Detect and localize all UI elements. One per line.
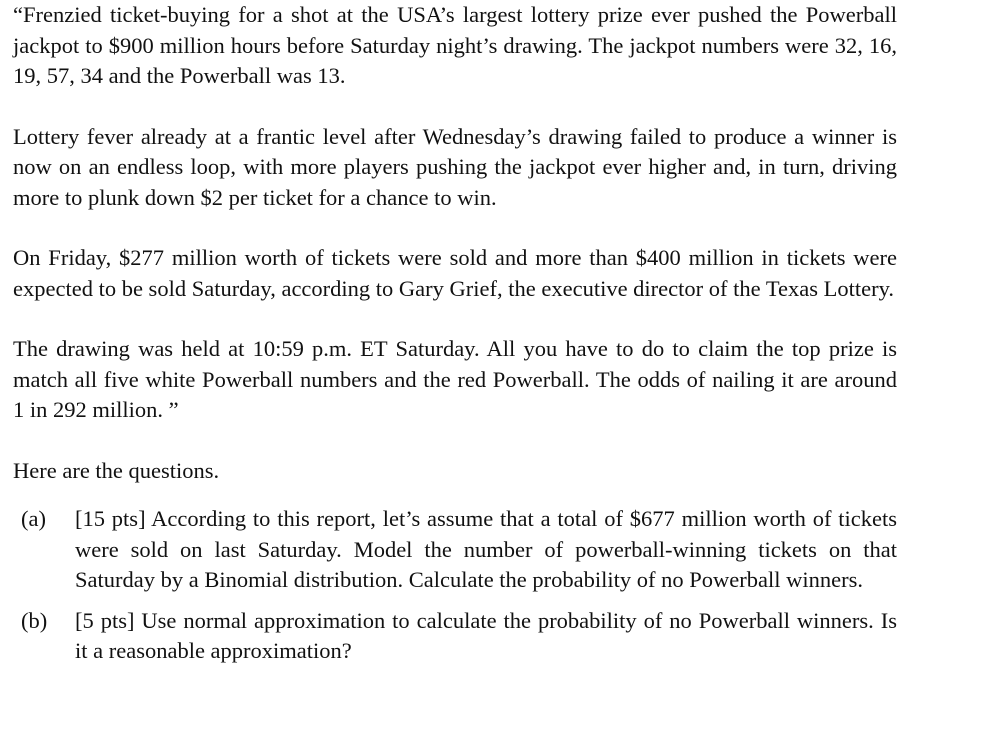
document [13,0,897,677]
question-text: [5 pts] Use normal approximation to calculate the probability of no Powerball winners. Is it a reasonable approximation? [75,607,897,663]
quote-paragraph-2: Lottery fever already at a frantic level after Wednesday’s drawing failed to produce a winner is now on an endless loop, with more players pushing the jackpot ever higher and, in turn, driving more to plunk down $2 per ticket for a chance to win. [13,123,897,210]
question-label: (b) [21,607,48,633]
question-b [13,606,897,667]
quote-paragraph-4: The drawing was held at 10:59 p.m. ET Saturday. All you have to do to claim the top prize is match all five white Powerball numbers and the red Powerball. The odds of nailing it are around 1 in 292 million. ” [13,336,897,422]
questions-intro: Here are the questions. [13,457,220,483]
quote-paragraph-1: “Frenzied ticket-buying for a shot at the USA’s largest lottery prize ever pushed the Powerball jackpot to $900 million hours before Saturday night’s drawing. The jackpot numbers were 32, 16, 19, 57, 34 and the Powerball was 13. [13,2,897,88]
question-text: [15 pts] According to this report, let’s assume that a total of $677 million worth of tickets were sold on last Saturday. Model the number of powerball-winning tickets on that Saturday by a Binomial distribution. Calculate the probability of no Powerball winners. [75,506,897,592]
question-label: (a) [21,506,46,531]
quote-paragraph-3: On Friday, $277 million worth of tickets were sold and more than $400 million in tickets were expected to be sold Saturday, according to Gary Grief, the executive director of the Texas Lottery. [13,245,897,301]
question-a [13,504,897,596]
